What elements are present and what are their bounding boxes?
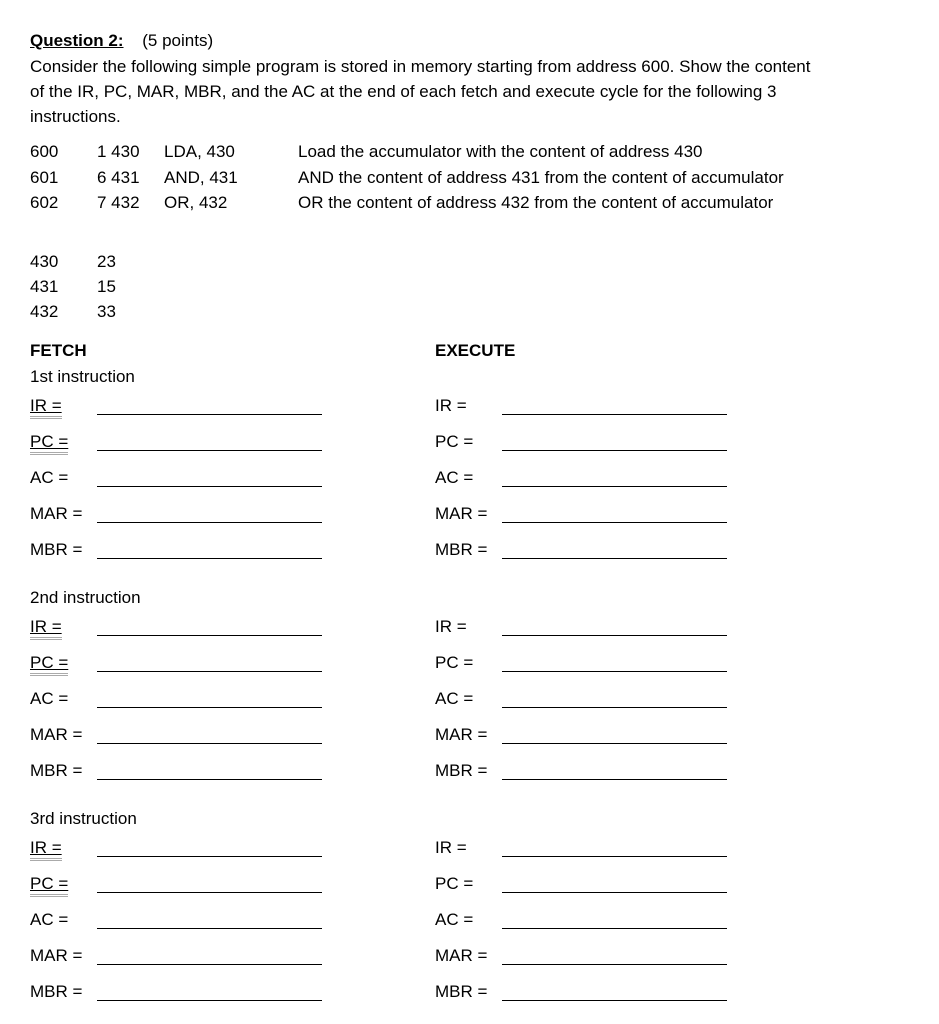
register-label: IR =	[30, 838, 62, 861]
question-points: (5 points)	[142, 31, 214, 50]
execute-ir-answer-blank[interactable]	[502, 414, 727, 415]
program-description: Load the accumulator with the content of address 430	[298, 142, 703, 161]
register-label: AC =	[30, 689, 69, 708]
prompt-line: instructions.	[30, 107, 121, 126]
execute-mar-answer-blank[interactable]	[502, 522, 727, 523]
fetch-mar-label	[30, 946, 82, 966]
memory-value: 23	[97, 252, 116, 271]
execute-ac-label: AC =	[435, 468, 474, 487]
program-code: 1 430	[97, 142, 140, 161]
fetch-mbr-answer-blank[interactable]	[97, 779, 322, 780]
execute-header: EXECUTE	[435, 341, 516, 360]
question-title: Question 2:	[30, 31, 124, 50]
fetch-header: FETCH	[30, 341, 87, 360]
program-description: AND the content of address 431 from the content of accumulator	[298, 167, 784, 187]
program-mnemonic: AND, 431	[164, 167, 238, 187]
fetch-ir-answer-blank[interactable]	[97, 856, 322, 857]
fetch-pc-answer-blank[interactable]	[97, 671, 322, 672]
program-description: OR the content of address 432 from the content of accumulator	[298, 193, 774, 212]
fetch-mbr-answer-blank[interactable]	[97, 1000, 322, 1001]
execute-pc-label: PC =	[435, 432, 474, 451]
fetch-ir-label	[30, 396, 62, 416]
execute-mar-answer-blank[interactable]	[502, 743, 727, 744]
fetch-mar-answer-blank[interactable]	[97, 964, 322, 965]
program-address: 602	[30, 193, 59, 212]
register-label: MBR =	[30, 982, 83, 1001]
fetch-ac-answer-blank[interactable]	[97, 486, 322, 487]
execute-mar-answer-blank[interactable]	[502, 964, 727, 965]
register-label: AC =	[30, 910, 69, 929]
fetch-mbr-label	[30, 540, 82, 560]
execute-ir-answer-blank[interactable]	[502, 856, 727, 857]
fetch-mbr-label	[30, 761, 82, 781]
execute-ir-label: IR =	[435, 396, 467, 415]
register-label: MBR =	[30, 540, 83, 559]
fetch-ac-label	[30, 689, 68, 709]
execute-mbr-label: MBR =	[435, 761, 488, 780]
register-label: MAR =	[30, 725, 83, 744]
execute-ac-label: AC =	[435, 689, 474, 708]
fetch-mar-label	[30, 725, 82, 745]
section-label: 1st instruction	[30, 367, 135, 386]
fetch-ac-label	[30, 468, 68, 488]
execute-mar-label: MAR =	[435, 946, 488, 965]
register-label: IR =	[30, 617, 62, 640]
program-code: 7 432	[97, 193, 140, 212]
fetch-pc-answer-blank[interactable]	[97, 450, 322, 451]
execute-ir-answer-blank[interactable]	[502, 635, 727, 636]
execute-pc-label: PC =	[435, 874, 474, 893]
execute-ir-label: IR =	[435, 617, 467, 636]
execute-mbr-label: MBR =	[435, 540, 488, 559]
fetch-pc-answer-blank[interactable]	[97, 892, 322, 893]
fetch-mar-answer-blank[interactable]	[97, 743, 322, 744]
program-mnemonic: OR, 432	[164, 193, 228, 212]
register-label: MAR =	[30, 946, 83, 965]
execute-pc-answer-blank[interactable]	[502, 892, 727, 893]
program-address: 600	[30, 142, 59, 161]
execute-pc-answer-blank[interactable]	[502, 671, 727, 672]
question-header	[30, 31, 213, 51]
register-label: PC =	[30, 653, 68, 676]
execute-ac-answer-blank[interactable]	[502, 486, 727, 487]
register-label: PC =	[30, 874, 68, 897]
execute-ac-answer-blank[interactable]	[502, 928, 727, 929]
fetch-ac-answer-blank[interactable]	[97, 928, 322, 929]
prompt-line: of the IR, PC, MAR, MBR, and the AC at the end of each fetch and execute cycle for the following 3	[30, 82, 777, 101]
execute-ac-answer-blank[interactable]	[502, 707, 727, 708]
program-mnemonic: LDA, 430	[164, 142, 235, 161]
fetch-ir-label	[30, 838, 62, 858]
register-label: MBR =	[30, 761, 83, 780]
execute-mbr-answer-blank[interactable]	[502, 1000, 727, 1001]
prompt-line: Consider the following simple program is stored in memory starting from address 600. Show the content	[30, 57, 811, 76]
execute-mar-label: MAR =	[435, 504, 488, 523]
fetch-pc-label	[30, 432, 68, 452]
memory-address: 431	[30, 277, 59, 296]
memory-address: 430	[30, 252, 59, 271]
fetch-ir-answer-blank[interactable]	[97, 635, 322, 636]
memory-value: 15	[97, 277, 116, 296]
execute-pc-answer-blank[interactable]	[502, 450, 727, 451]
fetch-pc-label	[30, 653, 68, 673]
program-code: 6 431	[97, 167, 140, 187]
execute-ir-label: IR =	[435, 838, 467, 857]
register-label: MAR =	[30, 504, 83, 523]
execute-pc-label: PC =	[435, 653, 474, 672]
fetch-mar-label	[30, 504, 82, 524]
fetch-ir-label	[30, 617, 62, 637]
register-label: AC =	[30, 468, 69, 487]
register-label: IR =	[30, 396, 62, 419]
fetch-ir-answer-blank[interactable]	[97, 414, 322, 415]
fetch-mbr-label	[30, 982, 82, 1002]
execute-mbr-answer-blank[interactable]	[502, 779, 727, 780]
register-label: PC =	[30, 432, 68, 455]
execute-mar-label: MAR =	[435, 725, 488, 744]
fetch-mbr-answer-blank[interactable]	[97, 558, 322, 559]
execute-mbr-answer-blank[interactable]	[502, 558, 727, 559]
execute-ac-label: AC =	[435, 910, 474, 929]
fetch-mar-answer-blank[interactable]	[97, 522, 322, 523]
execute-mbr-label: MBR =	[435, 982, 488, 1001]
section-label: 2nd instruction	[30, 588, 141, 607]
memory-address: 432	[30, 302, 59, 321]
memory-value: 33	[97, 302, 116, 321]
section-label: 3rd instruction	[30, 809, 137, 828]
fetch-ac-answer-blank[interactable]	[97, 707, 322, 708]
fetch-ac-label	[30, 910, 68, 930]
fetch-pc-label	[30, 874, 68, 894]
program-address: 601	[30, 167, 59, 187]
